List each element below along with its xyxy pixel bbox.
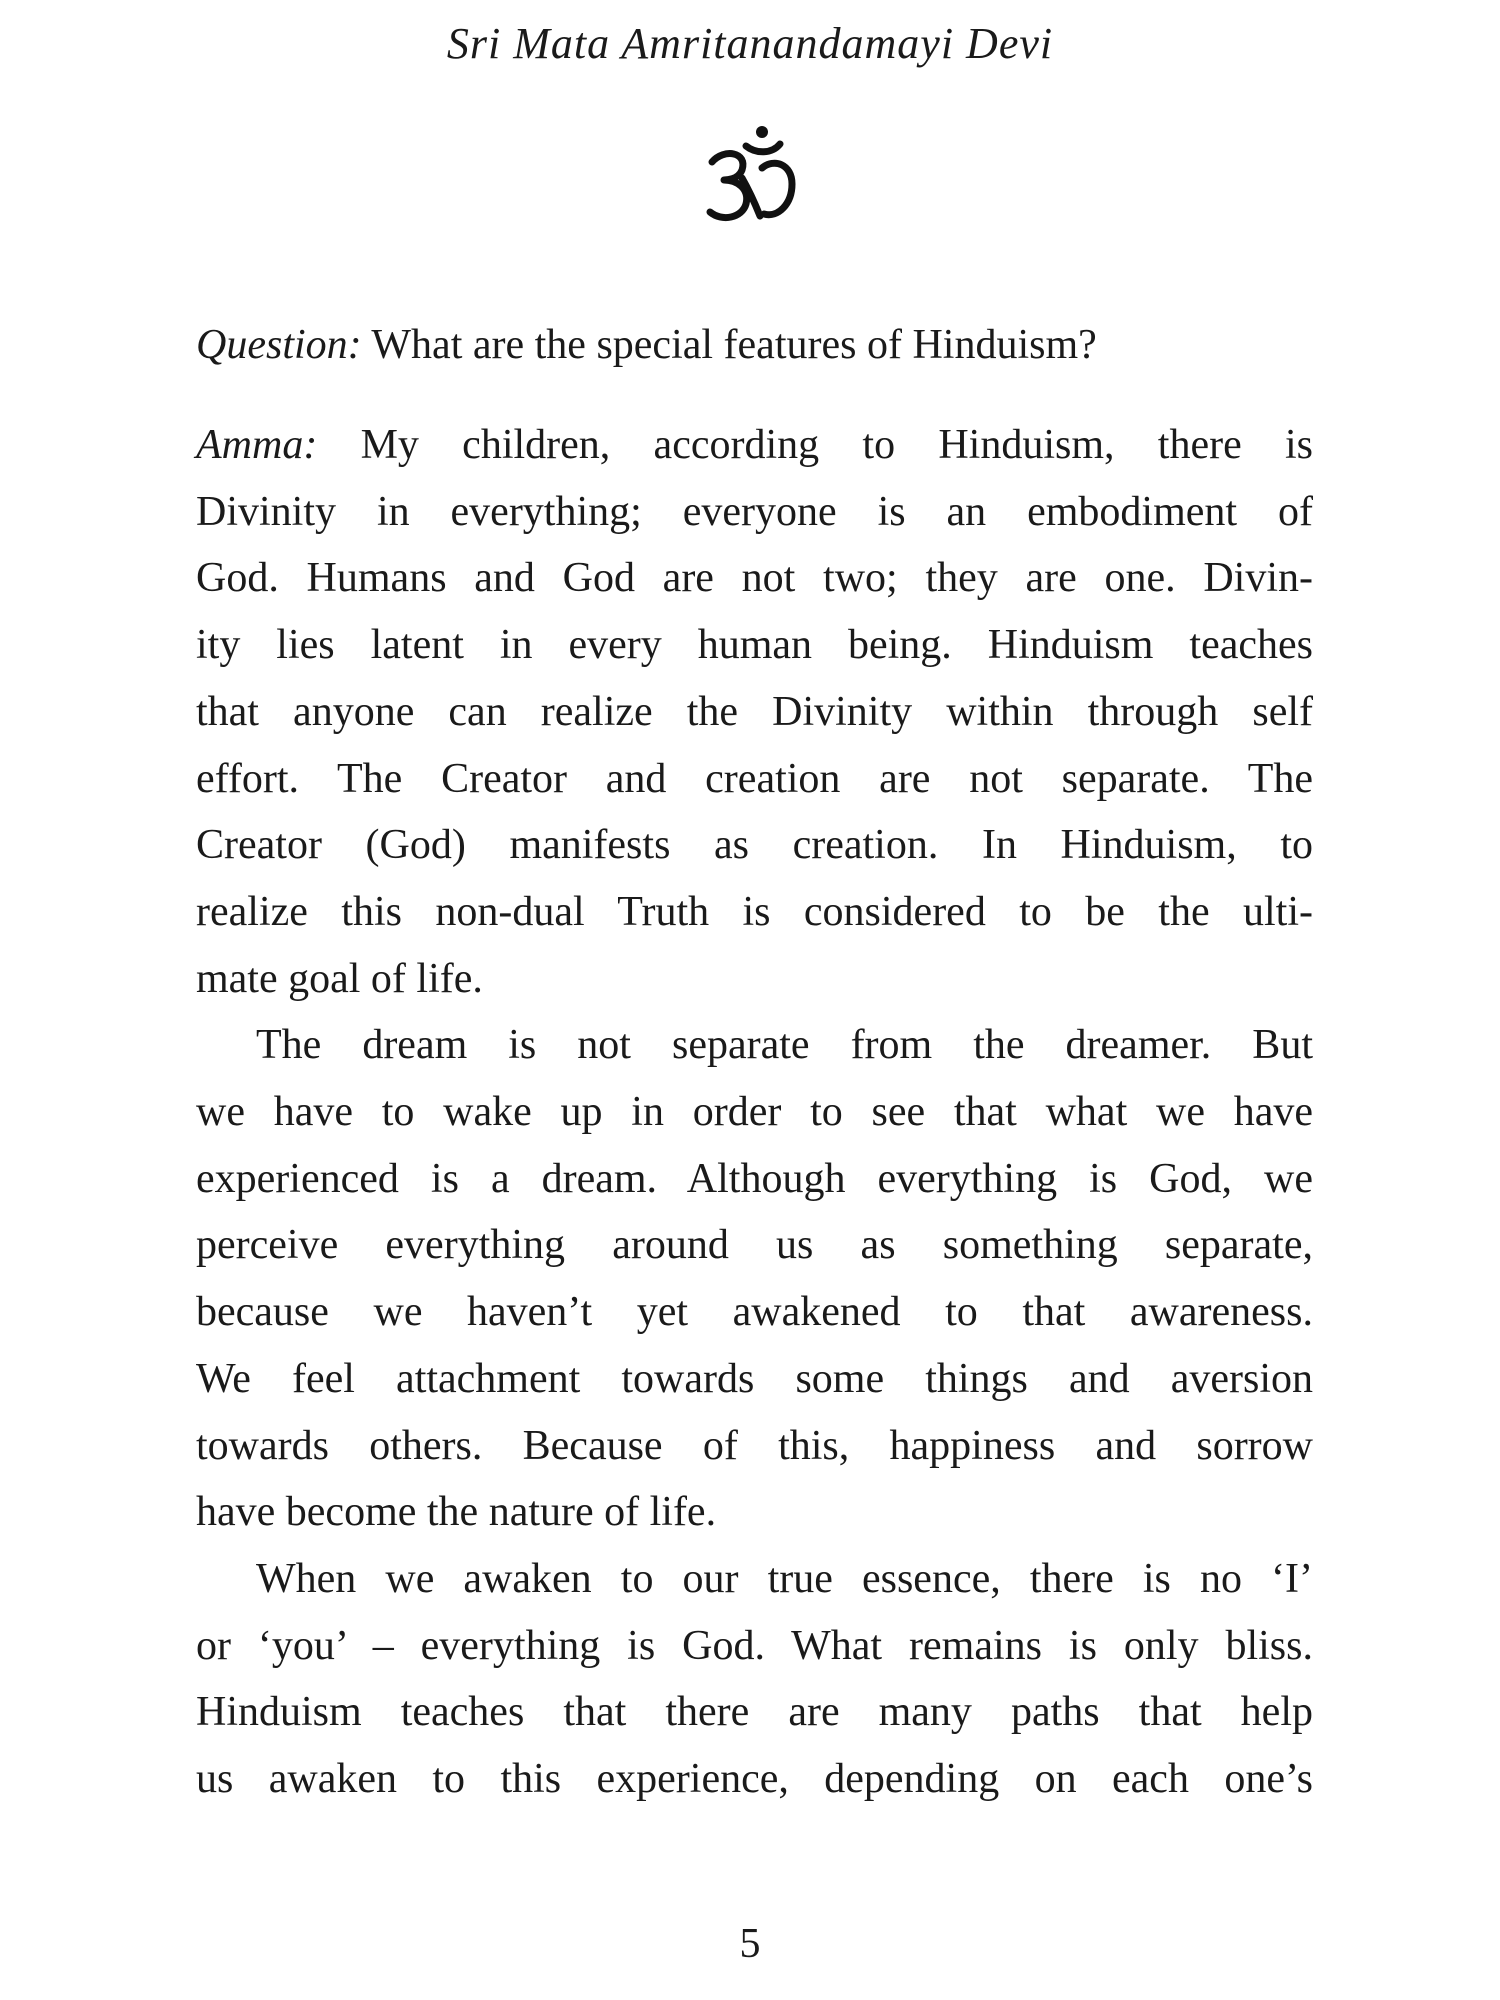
text-line: Hinduism teaches that there are many paths that help <box>196 1689 1313 1736</box>
text-line: Divinity in everything; everyone is an embodiment of <box>196 488 1313 535</box>
text-line: because we haven’t yet awakened to that awareness. <box>196 1289 1313 1336</box>
text-line: towards others. Because of this, happiness and sorrow <box>196 1422 1313 1469</box>
text-line: Creator (God) manifests as creation. In Hinduism, to <box>196 822 1313 869</box>
text-line: When we awaken to our true essence, there is no ‘I’ <box>256 1555 1313 1602</box>
text-line: ity lies latent in every human being. Hinduism teaches <box>196 622 1313 669</box>
text-line: The dream is not separate from the dreamer. But <box>256 1022 1313 1069</box>
running-head: Sri Mata Amritanandamayi Devi <box>446 19 1054 68</box>
text-line: us awaken to this experience, depending on each one’s <box>196 1756 1313 1803</box>
text-line: have become the nature of life. <box>196 1489 717 1536</box>
answer-paragraph-3 <box>196 1546 1313 1813</box>
text-line: mate goal of life. <box>196 955 483 1002</box>
question-text: What are the special features of Hinduism? <box>371 322 1097 368</box>
question-line <box>196 312 1313 378</box>
question-label: Question: <box>196 322 362 368</box>
om-symbol-icon <box>690 118 810 238</box>
text-line: we have to wake up in order to see that what we have <box>196 1089 1313 1136</box>
answer-label: Amma: <box>196 422 318 468</box>
text-line: Amma: My children, according to Hinduism, there is <box>196 422 1313 468</box>
text-line: We feel attachment towards some things and aversion <box>196 1355 1313 1402</box>
text-line: that anyone can realize the Divinity within through self <box>196 688 1313 735</box>
answer-block <box>196 412 1313 1813</box>
text-line: or ‘you’ – everything is God. What remains is only bliss. <box>196 1622 1313 1669</box>
answer-paragraph-2 <box>196 1012 1313 1546</box>
text-line: perceive everything around us as something separate, <box>196 1222 1313 1269</box>
text-line: realize this non-dual Truth is considered to be the ulti- <box>196 888 1313 935</box>
answer-paragraph-1 <box>196 412 1313 1012</box>
text-line: experienced is a dream. Although everything is God, we <box>196 1155 1313 1202</box>
text-line: effort. The Creator and creation are not separate. The <box>196 755 1313 802</box>
page-number: 5 <box>739 1921 761 1967</box>
text-line: God. Humans and God are not two; they are one. Divin- <box>196 555 1313 602</box>
